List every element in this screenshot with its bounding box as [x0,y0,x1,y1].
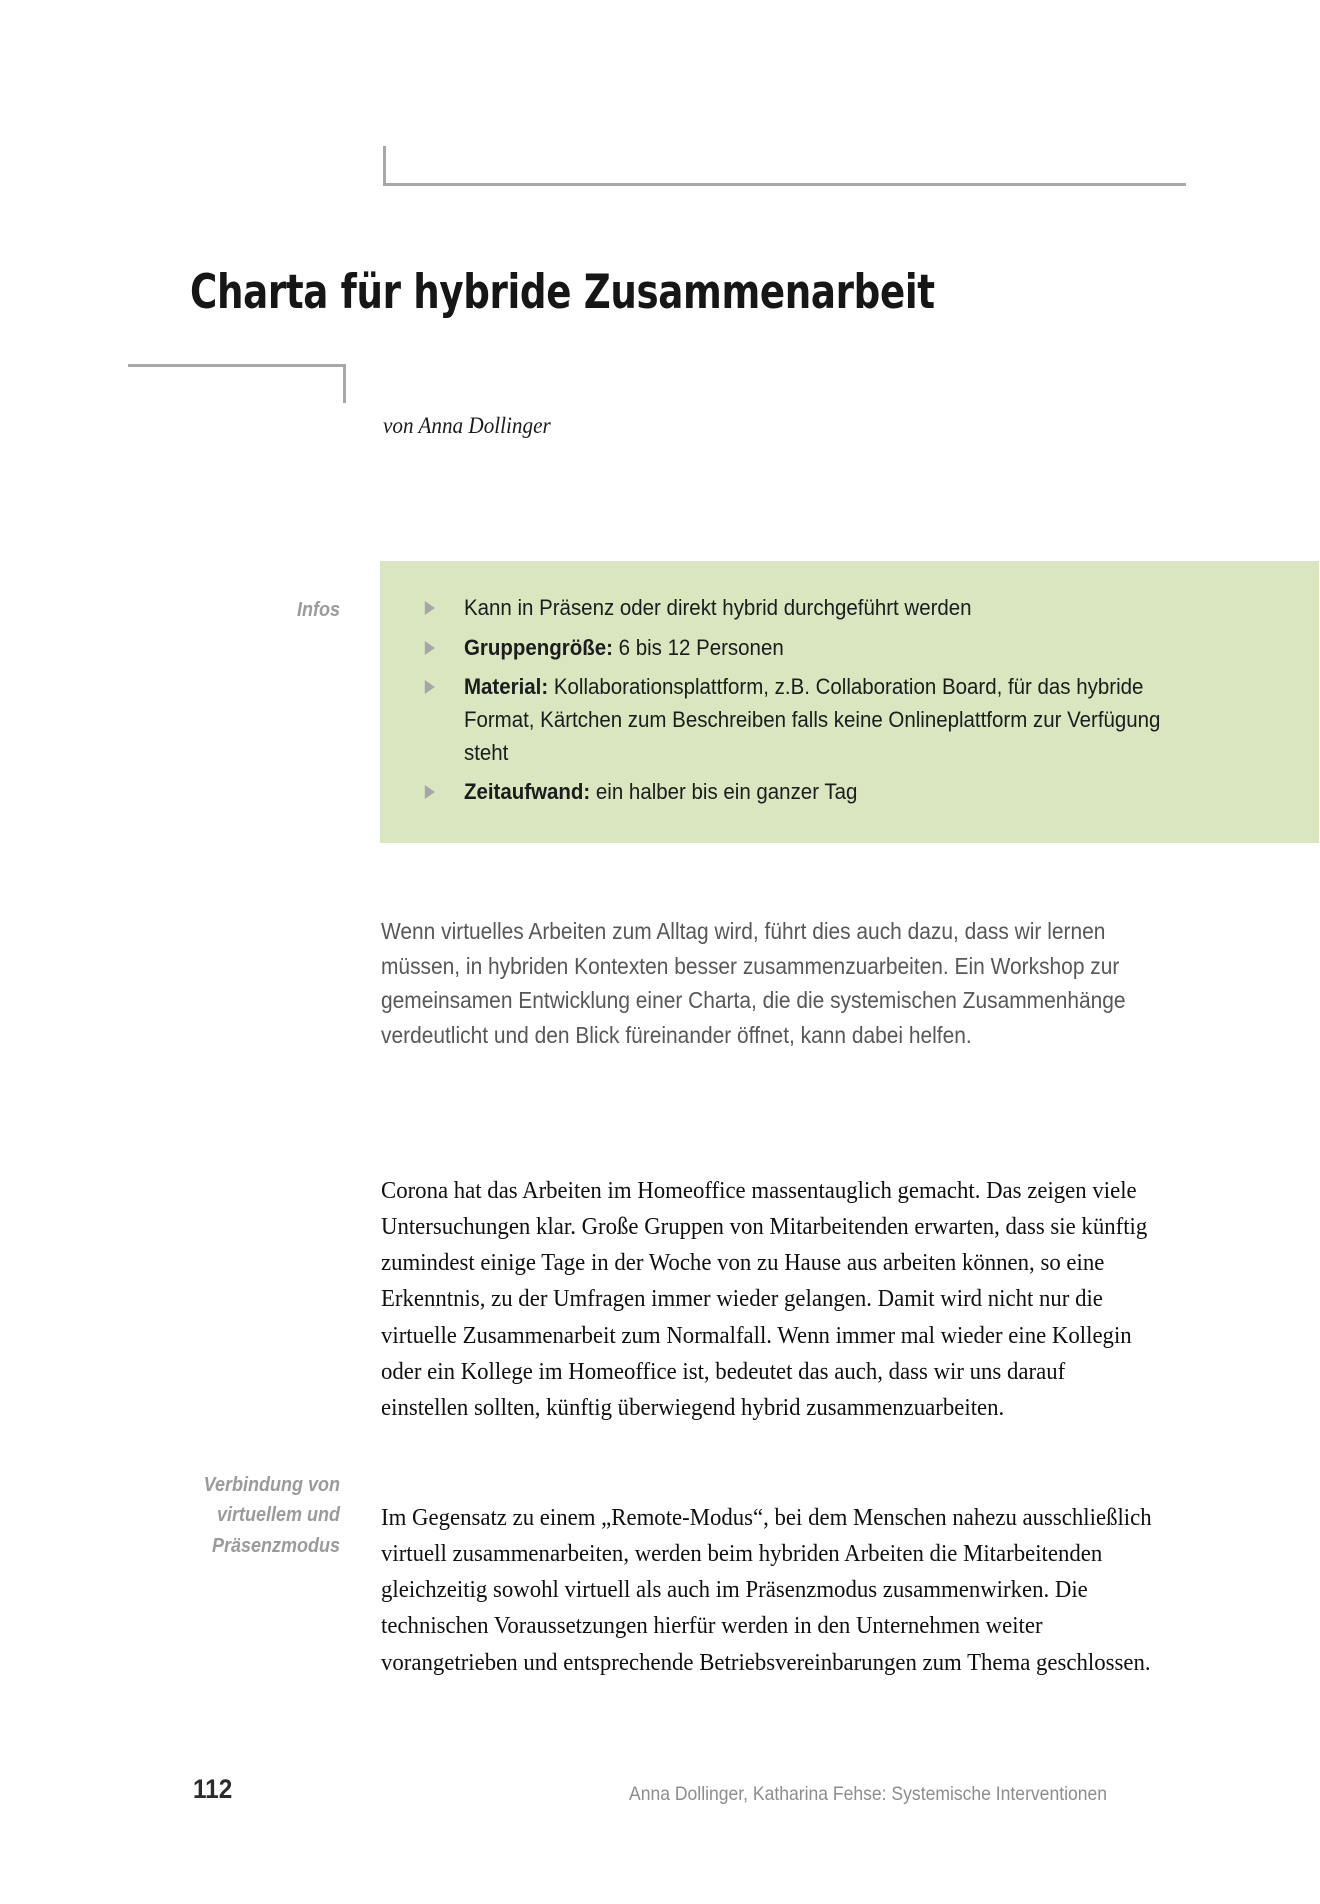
triangle-right-icon [425,601,435,615]
byline: von Anna Dollinger [383,413,551,438]
decorative-rule-top-horizontal [383,183,1186,186]
triangle-right-icon [425,785,435,799]
list-item-text: Kann in Präsenz oder direkt hybrid durchgeführt werden [463,595,972,620]
list-item-text: ein halber bis ein ganzer Tag [595,779,858,805]
info-box-list [423,592,1273,816]
decorative-rule-top-vertical [383,146,386,186]
list-item [423,671,1197,769]
body-paragraph-2: Im Gegensatz zu einem „Remote-Modus“, bei dem Menschen nahezu ausschließlich virtuell zusammenarbeiten, werden beim hybriden Arbeiten die Mitarbeitenden gleichzeitig sowohl virtuell als auch im Präsenzmodus zusammenwirken. Die technischen Voraussetzungen hierfür werden in den Unternehmen weiter vorangetrieben und entsprechende Betriebsvereinbarungen zum Thema geschlossen. [381,1503,1152,1676]
body-paragraph-1: Corona hat das Arbeiten im Homeoffice massentauglich gemacht. Das zeigen viele Untersuchungen klar. Große Gruppen von Mitarbeitenden erwarten, dass sie künftig zumindest einige Tage in der Woche von zu Hause aus arbeiten können, so eine Erkenntnis, zu der Umfragen immer wieder gelangen. Damit wird nicht nur die virtuelle Zusammenarbeit zum Normalfall. Wenn immer mal wieder eine Kollegin oder ein Kollege im Homeoffice ist, bedeutet das auch, dass wir uns darauf einstellen sollten, künftig überwiegend hybrid zusammenzuarbeiten. [381,1176,1148,1421]
decorative-rule-mid-horizontal [128,364,346,367]
list-item-label: Gruppengröße: [463,634,613,660]
list-item-label: Material: [463,674,549,700]
info-box [380,561,1319,843]
page-title: Charta für hybride Zusammenarbeit [190,265,935,321]
margin-note-infos: Infos [296,599,340,621]
footer-credit: Anna Dollinger, Katharina Fehse: Systemische Interventionen [629,1783,1108,1805]
list-item-text: Kollaborationsplattform, z.B. Collaboration Board, für das hybride Format, Kärtchen zum Beschreiben falls keine Onlineplattform zur Verfügung steht [463,674,1161,765]
list-item [423,592,1197,625]
margin-note-verbindung: Verbindung von virtuellem und Präsenzmodus [203,1474,340,1557]
intro-paragraph: Wenn virtuelles Arbeiten zum Alltag wird, führt dies auch dazu, dass wir lernen müssen, in hybriden Kontexten besser zusammenzuarbeiten. Ein Workshop zur gemeinsamen Entwicklung einer Charta, die die systemischen Zusammenhänge verdeutlicht und den Blick füreinander öffnet, kann dabei helfen. [381,918,1126,1048]
triangle-right-icon [425,641,435,655]
list-item-label: Zeitaufwand: [463,779,591,805]
list-item [423,776,1197,809]
triangle-right-icon [425,680,435,694]
decorative-rule-mid-vertical [343,364,346,403]
list-item-text: 6 bis 12 Personen [618,634,784,660]
page-number: 112 [193,1774,233,1804]
list-item [423,632,1197,665]
